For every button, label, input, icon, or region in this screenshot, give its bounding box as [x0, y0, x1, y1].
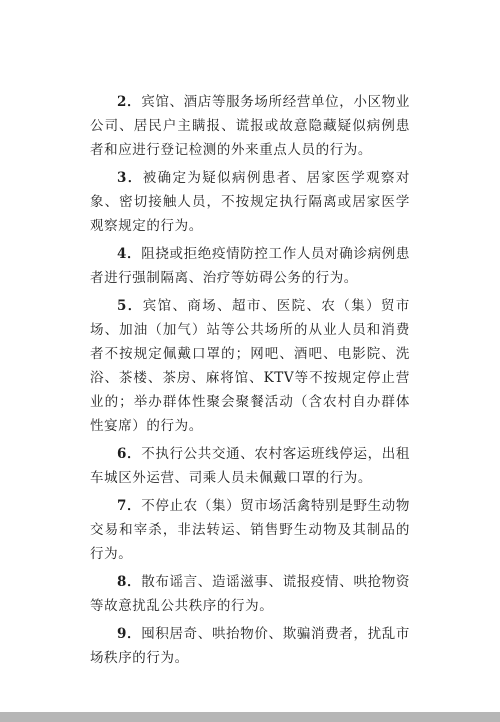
item-text: 不停止农（集）贸市场活禽特别是野生动物交易和宰杀，非法转运、销售野生动物及其制品的行为。	[90, 498, 411, 562]
item-text: 被确定为疑似病例患者、居家医学观察对象、密切接触人员，不按规定执行隔离或居家医学观察规定的行为。	[90, 170, 410, 234]
list-item	[90, 442, 410, 490]
item-text: 散布谣言、造谣滋事、谎报疫情、哄抢物资等故意扰乱公共秩序的行为。	[90, 574, 411, 614]
list-item	[90, 166, 410, 238]
item-text: 宾馆、酒店等服务场所经营单位，小区物业公司、居民户主瞒报、谎报或故意隐藏疑似病例患者和应进行登记检测的外来重点人员的行为。	[90, 94, 411, 158]
list-item	[90, 622, 410, 670]
item-number: 5．	[117, 298, 143, 314]
item-number: 3．	[117, 170, 143, 186]
item-number: 2．	[117, 94, 142, 110]
list-item	[90, 494, 410, 566]
item-number: 8．	[117, 574, 142, 590]
item-text: 宾馆、商场、超市、医院、农（集）贸市场、加油（加气）站等公共场所的从业人员和消费者不按规定佩戴口罩的；网吧、酒吧、电影院、洗浴、茶楼、茶房、麻将馆、KTV等不按规定停止营业的；举办群体性聚会聚餐活动（含农村自办群体性宴席）的行为。	[90, 298, 410, 434]
page-bottom-edge	[0, 712, 500, 722]
list-item	[90, 242, 410, 290]
list-item	[90, 570, 410, 618]
item-number: 4．	[117, 246, 142, 262]
item-number: 9．	[117, 626, 142, 642]
item-number: 6．	[117, 446, 142, 462]
list-item	[90, 90, 410, 162]
item-text: 阻挠或拒绝疫情防控工作人员对确诊病例患者进行强制隔离、治疗等妨碍公务的行为。	[90, 246, 411, 286]
item-text: 囤积居奇、哄抬物价、欺骗消费者，扰乱市场秩序的行为。	[90, 626, 411, 666]
item-text: 不执行公共交通、农村客运班线停运，出租车城区外运营、司乘人员未佩戴口罩的行为。	[90, 446, 411, 486]
document-body	[90, 90, 410, 674]
list-item	[90, 294, 410, 438]
item-number: 7．	[117, 498, 142, 514]
